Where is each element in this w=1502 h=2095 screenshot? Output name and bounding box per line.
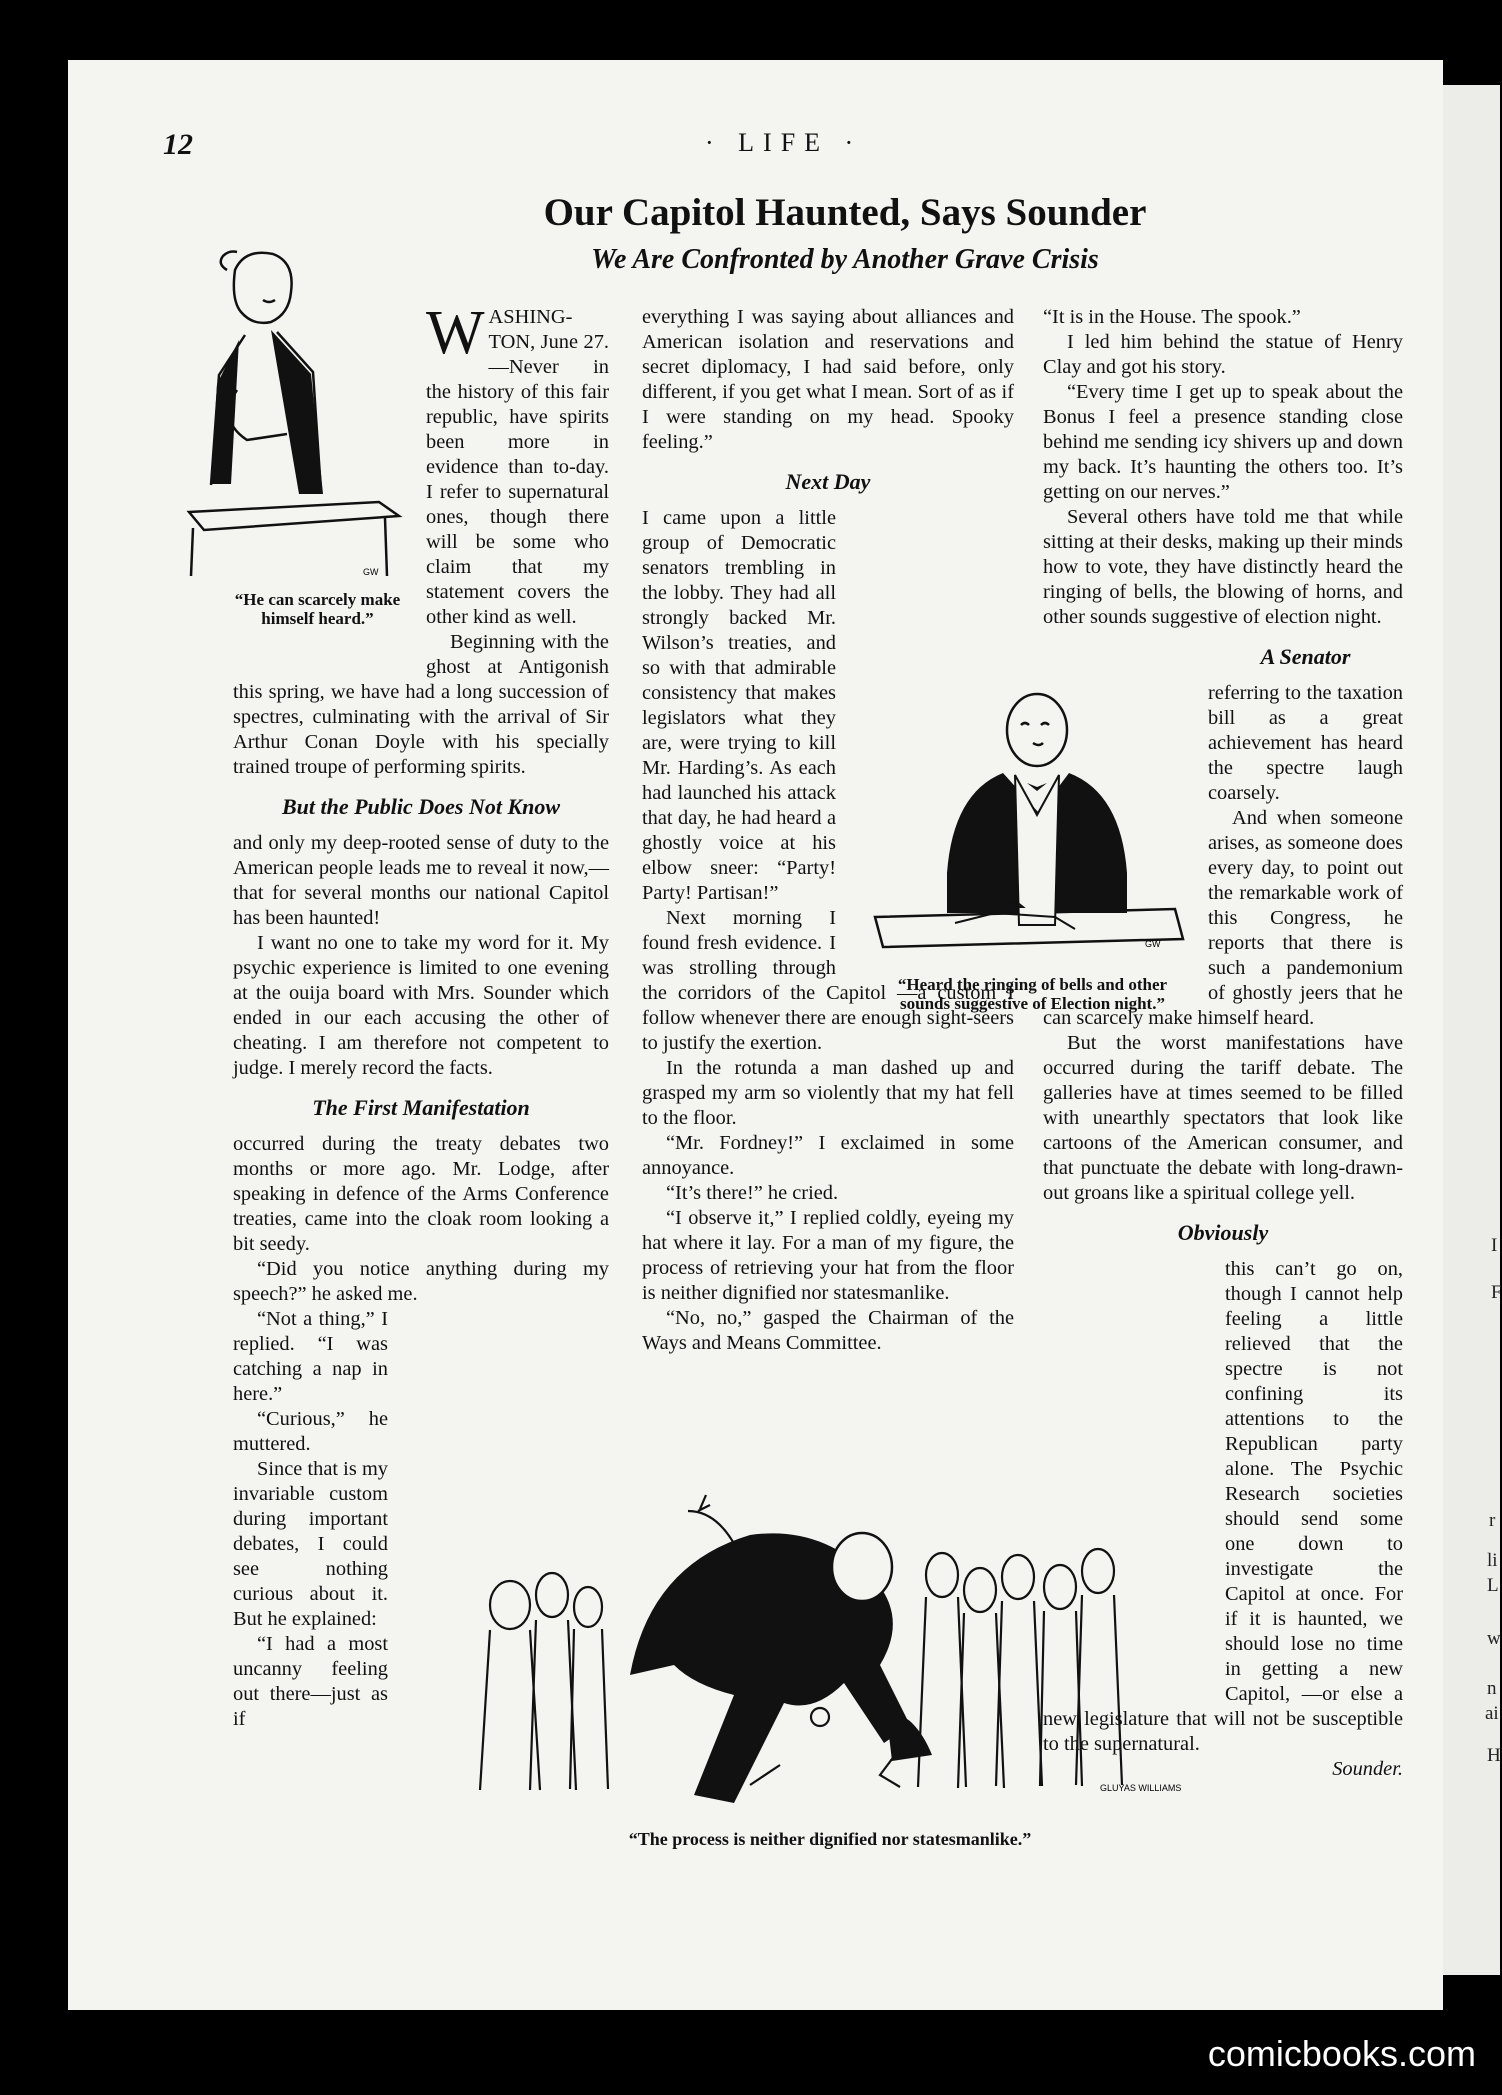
cartoon-float-spacer (233, 305, 426, 670)
artist-initials: GW (363, 567, 379, 577)
article-paragraph: I came upon a little group of Democratic senators trembling in the lobby. They had all strongly backed Mr. Wilson’s treaties, and so with that admirable consistency that makes legislators what they are, were trying to kill Mr. Harding’s. As each had launched his attack that day, he had heard a ghostly voice at his elbow sneer: “Party! Party! Partisan!” (642, 507, 836, 904)
drop-cap: W (426, 299, 485, 367)
caption-bending-man: “The process is neither dignified nor statesmanlike.” (628, 1829, 1032, 1849)
edge-letter: n (1487, 1678, 1497, 1699)
page-number: 12 (163, 128, 193, 161)
article-paragraph: occurred during the treaty debates two months or more ago. Mr. Lodge, after speaking in defence of the Arms Conference treaties, came into the cloak room looking a bit seedy. (233, 1133, 609, 1255)
article-paragraph: Beginning with the ghost at Antigonish this spring, we have had a long succession of spectres, culminating with the arrival of Sir Arthur Conan Doyle with his specially trained troupe of performing spirits. (233, 631, 609, 778)
caption-senator: “Heard the ringing of bells and other sounds suggestive of Election night.” (897, 975, 1168, 1013)
edge-letter: ai (1485, 1703, 1499, 1724)
article-paragraph: and only my deep-rooted sense of duty to the American people leads me to reveal it now,—that for several months our national Capitol has been haunted! (233, 832, 609, 929)
article-paragraph: “Did you notice anything during my speech?” he asked me. (233, 1258, 609, 1305)
article-paragraph: “Every time I get up to speak about the Bonus I feel a presence standing close behind me sending icy shivers up and down my back. It’s haunting the others too. It’s getting on our nerves.” (1043, 381, 1403, 503)
lead-text: ASHING-TON, June 27.—Never in the history of this fair republic, have spirits been more in evidence than to-day. I refer to supernatural ones, though there will be some who claim that my statement covers the other kind as well. (426, 306, 609, 628)
article-paragraph: “Mr. Fordney!” I exclaimed in some annoyance. (642, 1132, 1014, 1179)
article-paragraph: referring to the taxation bill as a great achievement has heard the spectre laugh coarsely. (1208, 682, 1403, 804)
article-paragraph: In the rotunda a man dashed up and grasped my arm so violently that my hat fell to the floor. (642, 1057, 1014, 1129)
site-watermark: comicbooks.com (1207, 2033, 1476, 2074)
artist-signature: GLUYAS WILLIAMS (1100, 1783, 1182, 1793)
edge-letter: li (1487, 1550, 1498, 1571)
section-heading: But the Public Does Not Know (281, 794, 561, 819)
article-paragraph: everything I was saying about alliances and American isolation and reservations and secret diplomacy, I had said before, only different, if you get what I mean. Sort of as if I were standing on my head. Spooky feeling.” (642, 306, 1014, 453)
article-paragraph: But the worst manifestations have occurred during the tariff debate. The galleries have at times seemed to be filled with unearthly spectators that look like cartoons of the American consumer, and that punctuate the debate with long-drawn-out groans like a spiritual college yell. (1043, 1032, 1403, 1204)
edge-letter: L (1487, 1575, 1499, 1596)
caption-speaker: “He can scarcely make himself heard.” (234, 590, 401, 628)
article-paragraph: “I observe it,” I replied coldly, eyeing my hat where it lay. For a man of my figure, the process of retrieving your hat from the floor is neither dignified nor statesmanlike. (642, 1207, 1014, 1304)
article-paragraph: “It is in the House. The spook.” (1043, 306, 1301, 328)
cartoon-man-retrieving-hat (470, 1495, 1190, 1825)
article-paragraph: “I had a most uncanny feeling out there—just as if (233, 1633, 388, 1730)
edge-letter: F (1491, 1282, 1502, 1303)
article-paragraph: this can’t go on, though I cannot help feeling a little relieved that the spectre is not confining its attentions to the Republican party alone. The Psychic Research societies should send some one down to investigate the Capitol at once. For if it is haunted, we should lose no time in getting a new Capitol, —or else a new legislature that will not be susceptible to the supernatural. (1043, 1258, 1403, 1755)
article-paragraph: Since that is my invariable custom during important debates, I could see nothing curious about it. But he explained: (233, 1458, 388, 1630)
author-signature: Sounder. (1332, 1758, 1403, 1780)
edge-letter: I (1491, 1235, 1498, 1256)
adjacent-page-edge (1443, 85, 1500, 1975)
running-title: · LIFE · (705, 128, 863, 157)
artist-initials: GW (1145, 939, 1161, 949)
narrow-text-block (233, 1307, 388, 1732)
article-paragraph: I led him behind the statue of Henry Clay and got his story. (1043, 331, 1403, 378)
cartoon-float-spacer (1043, 650, 1208, 1000)
article-paragraph: And when someone arises, as someone does every day, to point out the remarkable work of this Congress, he reports that there is such a pandemonium of ghostly jeers that he can scarcely make himself heard. (1043, 807, 1403, 1029)
section-heading: Obviously (1177, 1220, 1269, 1245)
section-heading: A Senator (1260, 644, 1351, 669)
edge-letter: w (1487, 1628, 1501, 1649)
article-subtitle: We Are Confronted by Another Grave Crisis (591, 244, 1099, 275)
article-paragraph: Next morning I found fresh evidence. I was strolling through the corridors of the Capitol —a custom I follow whenever there are enough sight-seers to justify the exertion. (642, 907, 1014, 1054)
article-paragraph: “No, no,” gasped the Chairman of the Ways and Means Committee. (642, 1307, 1014, 1354)
article-paragraph: I want no one to take my word for it. My psychic experience is limited to one evening at the ouija board with Mrs. Sounder which ended in our each accusing the other of cheating. I am therefore not competent to judge. I merely record the facts. (233, 932, 609, 1079)
section-heading: Next Day (785, 469, 871, 494)
article-paragraph: “Curious,” he muttered. (233, 1408, 388, 1455)
article-title: Our Capitol Haunted, Says Sounder (543, 191, 1147, 234)
edge-letter: H (1487, 1745, 1501, 1766)
section-heading: The First Manifestation (312, 1095, 530, 1120)
article-paragraph: “Not a thing,” I replied. “I was catching a nap in here.” (233, 1308, 388, 1405)
article-paragraph: Several others have told me that while sitting at their desks, making up their minds how to vote, they have distinctly heard the ringing of bells, the blowing of horns, and other sounds suggestive of election night. (1043, 506, 1403, 628)
edge-letter: r (1489, 1510, 1496, 1531)
article-paragraph: “It’s there!” he cried. (666, 1182, 839, 1204)
